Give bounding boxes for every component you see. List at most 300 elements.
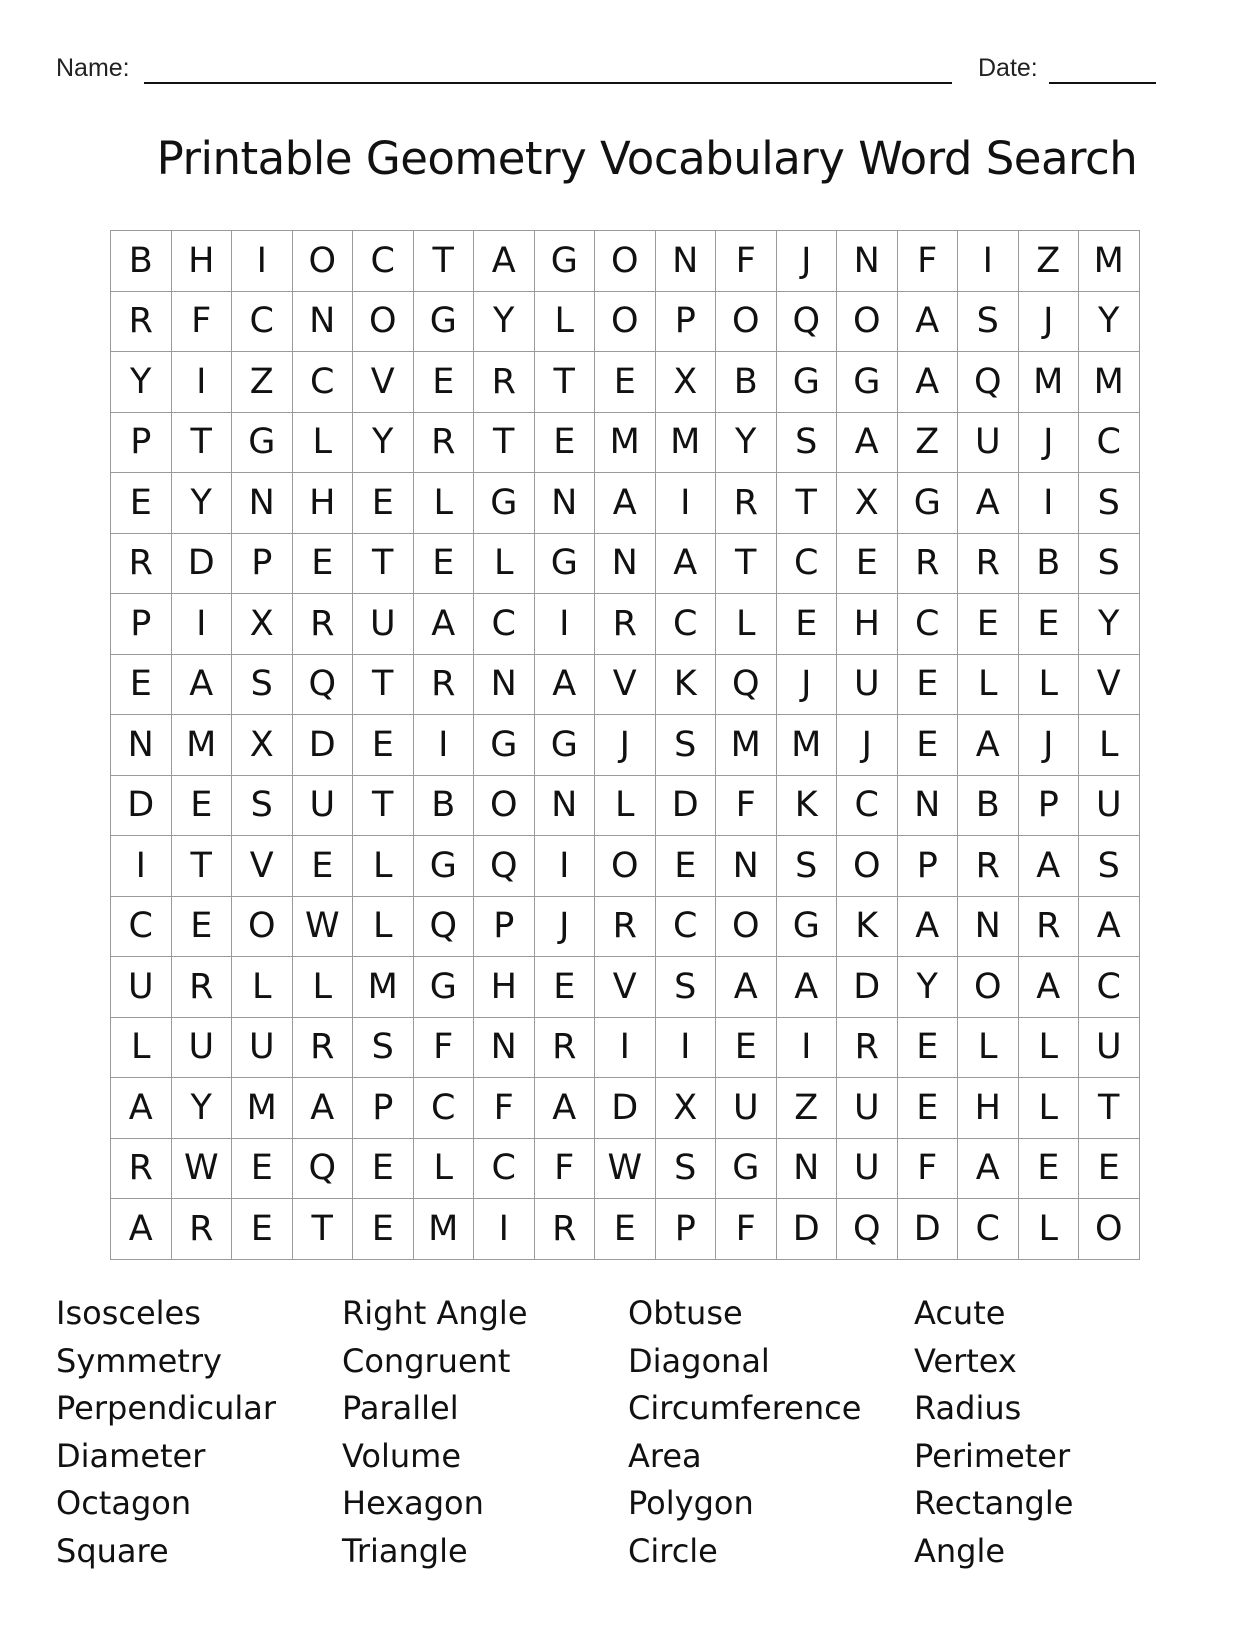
grid-cell: S [232,655,293,716]
grid-cell: E [1019,1139,1080,1200]
grid-cell: T [353,534,414,595]
grid-cell: E [898,715,959,776]
grid-cell: K [777,776,838,837]
grid-cell: N [111,715,172,776]
grid-cell: U [1079,776,1140,837]
grid-cell: Y [898,957,959,1018]
grid-cell: S [353,1018,414,1079]
grid-cell: J [595,715,656,776]
grid-cell: P [656,1199,717,1260]
grid-cell: L [353,897,414,958]
grid-cell: M [353,957,414,1018]
grid-cell: E [293,836,354,897]
grid-cell: A [111,1199,172,1260]
grid-cell: E [898,1018,959,1079]
grid-cell: G [232,413,293,474]
grid-cell: S [1079,534,1140,595]
grid-cell: L [414,1139,475,1200]
grid-cell: H [837,594,898,655]
grid-cell: V [595,655,656,716]
grid-cell: O [716,897,777,958]
grid-cell: R [1019,897,1080,958]
grid-cell: E [414,534,475,595]
word-list-item: Right Angle [342,1294,528,1332]
grid-cell: O [293,231,354,292]
grid-cell: N [898,776,959,837]
grid-cell: L [293,413,354,474]
grid-cell: A [414,594,475,655]
grid-cell: A [656,534,717,595]
grid-cell: Z [898,413,959,474]
grid-cell: A [474,231,535,292]
grid-cell: K [837,897,898,958]
grid-cell: P [353,1078,414,1139]
grid-cell: E [535,957,596,1018]
grid-cell: D [837,957,898,1018]
word-list-item: Circumference [628,1389,862,1427]
grid-cell: P [656,292,717,353]
grid-cell: S [777,413,838,474]
grid-cell: U [837,1139,898,1200]
grid-cell: N [716,836,777,897]
grid-cell: G [535,534,596,595]
grid-cell: Y [172,473,233,534]
grid-cell: F [898,1139,959,1200]
grid-cell: L [958,1018,1019,1079]
grid-cell: Y [172,1078,233,1139]
grid-cell: N [595,534,656,595]
word-list-item: Radius [914,1389,1022,1427]
grid-cell: J [535,897,596,958]
grid-cell: L [1019,655,1080,716]
grid-cell: G [535,715,596,776]
grid-cell: U [232,1018,293,1079]
grid-cell: A [1079,897,1140,958]
grid-cell: U [353,594,414,655]
grid-cell: Q [837,1199,898,1260]
grid-cell: F [172,292,233,353]
grid-cell: R [474,352,535,413]
grid-cell: E [232,1199,293,1260]
grid-cell: N [656,231,717,292]
grid-cell: G [837,352,898,413]
grid-cell: P [474,897,535,958]
grid-cell: M [716,715,777,776]
grid-cell: R [837,1018,898,1079]
grid-cell: L [535,292,596,353]
grid-cell: M [172,715,233,776]
grid-cell: I [414,715,475,776]
grid-cell: H [172,231,233,292]
grid-cell: F [535,1139,596,1200]
grid-cell: C [1079,957,1140,1018]
grid-cell: A [535,655,596,716]
word-list-item: Parallel [342,1389,459,1427]
grid-cell: N [777,1139,838,1200]
grid-cell: F [716,231,777,292]
word-list-item: Obtuse [628,1294,743,1332]
grid-cell: T [777,473,838,534]
date-label: Date: [978,54,1038,82]
grid-cell: L [232,957,293,1018]
grid-cell: E [293,534,354,595]
grid-cell: B [716,352,777,413]
grid-cell: L [474,534,535,595]
grid-cell: Y [1079,594,1140,655]
grid-cell: T [414,231,475,292]
grid-cell: A [716,957,777,1018]
grid-cell: W [595,1139,656,1200]
date-blank-line [1049,82,1156,84]
grid-cell: P [1019,776,1080,837]
grid-cell: E [898,1078,959,1139]
grid-cell: T [293,1199,354,1260]
grid-cell: E [1019,594,1080,655]
grid-cell: G [716,1139,777,1200]
grid-cell: R [111,292,172,353]
grid-cell: T [474,413,535,474]
grid-cell: C [898,594,959,655]
grid-cell: C [232,292,293,353]
grid-cell: L [1079,715,1140,776]
grid-cell: D [293,715,354,776]
grid-cell: E [777,594,838,655]
grid-cell: M [1079,231,1140,292]
grid-cell: O [837,836,898,897]
grid-cell: Q [777,292,838,353]
grid-cell: Y [111,352,172,413]
grid-cell: Y [716,413,777,474]
grid-cell: F [474,1078,535,1139]
grid-cell: M [595,413,656,474]
grid-cell: E [898,655,959,716]
word-list-item: Polygon [628,1484,754,1522]
grid-cell: I [535,836,596,897]
grid-cell: I [656,1018,717,1079]
grid-cell: G [414,292,475,353]
grid-cell: U [958,413,1019,474]
grid-cell: A [898,897,959,958]
grid-cell: R [716,473,777,534]
grid-cell: H [958,1078,1019,1139]
grid-cell: S [656,957,717,1018]
grid-cell: Z [1019,231,1080,292]
word-list-item: Symmetry [56,1341,222,1380]
grid-cell: W [293,897,354,958]
grid-cell: M [1019,352,1080,413]
grid-cell: R [414,655,475,716]
grid-cell: I [1019,473,1080,534]
word-list-item: Area [628,1436,702,1475]
grid-cell: O [595,231,656,292]
grid-cell: M [414,1199,475,1260]
grid-cell: J [837,715,898,776]
word-list-item: Rectangle [914,1484,1074,1522]
grid-cell: A [111,1078,172,1139]
grid-cell: E [656,836,717,897]
grid-cell: A [898,292,959,353]
word-list-item: Triangle [342,1531,468,1570]
grid-cell: B [111,231,172,292]
grid-cell: E [172,897,233,958]
page-title: Printable Geometry Vocabulary Word Search [156,132,1138,185]
grid-cell: O [1079,1199,1140,1260]
grid-cell: P [111,594,172,655]
grid-cell: E [414,352,475,413]
grid-cell: A [172,655,233,716]
grid-cell: D [777,1199,838,1260]
grid-cell: A [958,715,1019,776]
grid-cell: T [172,836,233,897]
grid-cell: R [595,897,656,958]
grid-cell: A [535,1078,596,1139]
grid-cell: L [716,594,777,655]
word-list-item: Circle [628,1531,718,1570]
grid-cell: I [958,231,1019,292]
grid-cell: P [898,836,959,897]
word-list-item: Perimeter [914,1436,1071,1475]
grid-cell: J [777,231,838,292]
grid-cell: I [172,594,233,655]
grid-cell: O [353,292,414,353]
grid-cell: R [595,594,656,655]
grid-cell: E [353,715,414,776]
grid-cell: R [958,534,1019,595]
grid-cell: O [837,292,898,353]
grid-cell: G [414,957,475,1018]
grid-cell: L [1019,1078,1080,1139]
grid-cell: N [474,1018,535,1079]
grid-cell: R [535,1199,596,1260]
grid-cell: I [111,836,172,897]
grid-cell: L [958,655,1019,716]
grid-cell: D [111,776,172,837]
grid-cell: C [414,1078,475,1139]
grid-cell: C [656,897,717,958]
word-list-item: Diameter [56,1436,206,1475]
grid-cell: L [595,776,656,837]
grid-cell: C [474,594,535,655]
grid-cell: T [353,655,414,716]
grid-cell: N [535,473,596,534]
grid-cell: R [172,1199,233,1260]
grid-cell: F [716,1199,777,1260]
grid-cell: X [232,594,293,655]
word-list-item: Diagonal [628,1341,770,1380]
grid-cell: X [656,352,717,413]
grid-cell: E [716,1018,777,1079]
grid-cell: C [777,534,838,595]
grid-cell: P [111,413,172,474]
grid-cell: E [958,594,1019,655]
grid-cell: N [958,897,1019,958]
grid-cell: C [837,776,898,837]
grid-cell: T [172,413,233,474]
grid-cell: G [474,473,535,534]
grid-cell: A [595,473,656,534]
grid-cell: M [1079,352,1140,413]
grid-cell: Y [474,292,535,353]
grid-cell: D [656,776,717,837]
name-blank-line [144,82,952,84]
grid-cell: U [1079,1018,1140,1079]
grid-cell: T [1079,1078,1140,1139]
grid-cell: X [232,715,293,776]
grid-cell: E [232,1139,293,1200]
grid-cell: Q [716,655,777,716]
grid-cell: P [232,534,293,595]
grid-cell: A [1019,836,1080,897]
grid-cell: L [293,957,354,1018]
grid-cell: J [1019,715,1080,776]
grid-cell: G [414,836,475,897]
grid-cell: E [172,776,233,837]
grid-cell: S [958,292,1019,353]
grid-cell: G [777,352,838,413]
grid-cell: Q [414,897,475,958]
grid-cell: U [837,1078,898,1139]
grid-cell: Z [777,1078,838,1139]
grid-cell: E [111,655,172,716]
grid-cell: G [535,231,596,292]
grid-cell: S [656,715,717,776]
grid-cell: E [595,1199,656,1260]
grid-cell: V [353,352,414,413]
grid-cell: X [837,473,898,534]
grid-cell: O [958,957,1019,1018]
grid-cell: E [535,413,596,474]
grid-cell: Q [293,655,354,716]
word-list-item: Acute [914,1294,1006,1332]
grid-cell: S [232,776,293,837]
grid-cell: J [1019,292,1080,353]
grid-cell: I [474,1199,535,1260]
grid-cell: R [293,1018,354,1079]
grid-cell: E [837,534,898,595]
word-list-item: Square [56,1531,169,1570]
grid-cell: D [595,1078,656,1139]
grid-cell: J [777,655,838,716]
grid-cell: E [353,473,414,534]
grid-cell: D [172,534,233,595]
grid-cell: W [172,1139,233,1200]
grid-cell: A [1019,957,1080,1018]
grid-cell: X [656,1078,717,1139]
word-list-item: Hexagon [342,1484,484,1522]
word-list [56,1290,1186,1575]
grid-cell: V [1079,655,1140,716]
grid-cell: T [353,776,414,837]
grid-cell: Z [232,352,293,413]
grid-cell: U [716,1078,777,1139]
grid-cell: N [837,231,898,292]
grid-cell: H [293,473,354,534]
grid-cell: O [595,836,656,897]
grid-cell: V [232,836,293,897]
grid-cell: O [474,776,535,837]
grid-cell: E [353,1139,414,1200]
grid-cell: K [656,655,717,716]
grid-cell: O [595,292,656,353]
grid-cell: M [656,413,717,474]
grid-cell: L [111,1018,172,1079]
word-list-item: Perpendicular [56,1389,277,1427]
grid-cell: E [595,352,656,413]
grid-cell: N [293,292,354,353]
word-list-item: Angle [914,1531,1006,1570]
grid-cell: C [293,352,354,413]
grid-cell: U [837,655,898,716]
grid-cell: O [716,292,777,353]
header [56,54,1156,88]
grid-cell: A [837,413,898,474]
grid-cell: I [595,1018,656,1079]
grid-cell: L [1019,1018,1080,1079]
letter-grid [110,230,1140,1260]
name-label: Name: [56,54,130,82]
grid-cell: R [111,1139,172,1200]
grid-cell: B [958,776,1019,837]
grid-cell: S [1079,836,1140,897]
grid-cell: I [777,1018,838,1079]
grid-cell: G [474,715,535,776]
word-list-item: Octagon [56,1484,192,1522]
grid-cell: R [958,836,1019,897]
grid-cell: D [898,1199,959,1260]
grid-cell: G [898,473,959,534]
grid-cell: U [293,776,354,837]
grid-cell: B [1019,534,1080,595]
grid-cell: J [1019,413,1080,474]
grid-cell: S [656,1139,717,1200]
grid-cell: I [535,594,596,655]
grid-cell: L [414,473,475,534]
grid-cell: C [958,1199,1019,1260]
grid-cell: F [716,776,777,837]
grid-cell: R [535,1018,596,1079]
grid-cell: A [958,473,1019,534]
grid-cell: C [656,594,717,655]
grid-cell: R [898,534,959,595]
grid-cell: E [111,473,172,534]
grid-cell: R [111,534,172,595]
grid-cell: I [232,231,293,292]
grid-cell: T [716,534,777,595]
grid-cell: G [777,897,838,958]
grid-cell: N [474,655,535,716]
grid-cell: O [232,897,293,958]
grid-cell: C [353,231,414,292]
grid-cell: L [1019,1199,1080,1260]
grid-cell: C [111,897,172,958]
grid-cell: Y [353,413,414,474]
grid-cell: N [232,473,293,534]
grid-cell: R [172,957,233,1018]
grid-cell: E [1079,1139,1140,1200]
grid-cell: R [414,413,475,474]
grid-cell: Y [1079,292,1140,353]
grid-cell: B [414,776,475,837]
grid-cell: I [172,352,233,413]
grid-cell: A [898,352,959,413]
grid-cell: T [535,352,596,413]
grid-cell: Q [293,1139,354,1200]
grid-cell: E [353,1199,414,1260]
grid-cell: S [777,836,838,897]
grid-cell: M [777,715,838,776]
grid-cell: F [898,231,959,292]
word-list-item: Volume [342,1436,462,1475]
